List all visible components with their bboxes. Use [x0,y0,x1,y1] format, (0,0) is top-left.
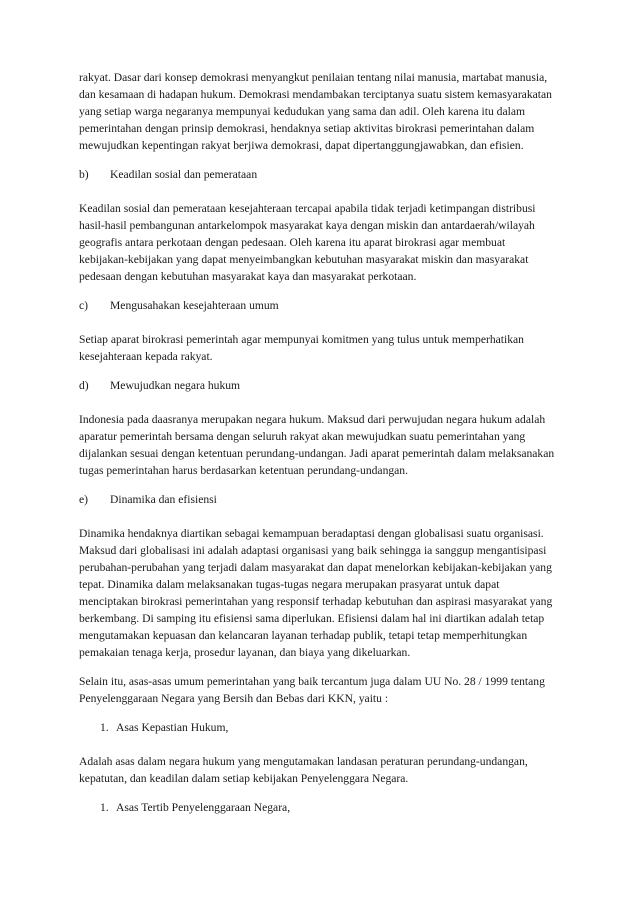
paragraph-negara-hukum: Indonesia pada daasranya merupakan negara hukum. Maksud dari perwujudan negara hukum adalah aparatur pemerintah bersama dengan seluruh rakyat akan mewujudkan suatu pemerintahan yang dijalankan sesuai dengan ketentuan perundang-undangan. Jadi aparat pemerintah dalam melaksanakan tugas pemerintahan harus berdasarkan ketentuan perundang-undangan. [79,413,555,477]
heading-c-text: Mengusahakan kesejahteraan umum [110,299,279,312]
numbered-item-marker: 1. [100,721,109,734]
paragraph-keadilan-sosial: Keadilan sosial dan pemerataan kesejahteraan tercapai apabila tidak terjadi ketimpangan distribusi hasil-hasil pembangunan antarkelompok masyarakat kaya dengan miskin dan antardaerah/wilayah geografis antara perkotaan dengan pedesaan. Oleh karena itu aparat birokrasi agar membuat kebijakan-kebijakan yang dapat menyeimbangkan kebutuhan masyarakat miskin dan masyarakat pedesaan dengan kebutuhan masyarakat kaya dan masyarakat perkotaan. [79,202,536,283]
heading-b [79,166,556,183]
numbered-item-kepastian-hukum [100,719,556,736]
heading-d-text: Mewujudkan negara hukum [110,379,241,392]
numbered-item-text: Asas Kepastian Hukum, [116,721,229,734]
paragraph-kesejahteraan: Setiap aparat birokrasi pemerintah agar mempunyai komitmen yang tulus untuk memperhatikan kesejahteraan kepada rakyat. [79,333,524,363]
numbered-item-tertib-penyelenggaraan [100,799,556,816]
numbered-item-marker: 1. [100,801,109,814]
numbered-item-text: Asas Tertib Penyelenggaraan Negara, [116,801,291,814]
heading-d-marker: d) [79,379,89,392]
paragraph-dinamika: Dinamika hendaknya diartikan sebagai kemampuan beradaptasi dengan globalisasi suatu organisasi. Maksud dari globalisasi ini adalah adaptasi organisasi yang baik sehingga ia sanggup mengantisipasi perubahan-perubahan yang terjadi dalam masyarakat dan dapat menelorkan kebijakan-kebijakan yang tepat. Dinamika dalam melaksanakan tugas-tugas negara merupakan prasyarat untuk dapat menciptakan birokrasi pemerintahan yang responsif terhadap kebutuhan dan aspirasi masyarakat yang berkembang. Di samping itu efisiensi sama diperlukan. Efisiensi dalam hal ini diartikan adalah tetap mengutamakan kepuasan dan kelancaran layanan terhadap publik, tetapi tetap memperhitungkan pemakaian tenaga kerja, prosedur layanan, dan biaya yang dikeluarkan. [79,527,553,659]
heading-e-text: Dinamika dan efisiensi [110,493,217,506]
heading-e-marker: e) [79,493,89,506]
heading-d [79,377,556,394]
paragraph-asas-umum: Selain itu, asas-asas umum pemerintahan yang baik tercantum juga dalam UU No. 28 / 1999 tentang Penyelenggaraan Negara yang Bersih dan Bebas dari KKN, yaitu : [79,675,545,705]
heading-c-marker: c) [79,299,89,312]
paragraph-asas-definisi: Adalah asas dalam negara hukum yang mengutamakan landasan peraturan perundang-undangan, kepatutan, dan keadilan dalam setiap kebijakan Penyelenggara Negara. [79,755,528,785]
heading-e [79,491,556,508]
heading-b-marker: b) [79,168,89,181]
heading-c [79,297,556,314]
heading-b-text: Keadilan sosial dan pemerataan [110,168,258,181]
paragraph-demokrasi: rakyat. Dasar dari konsep demokrasi menyangkut penilaian tentang nilai manusia, martabat manusia, dan kesamaan di hadapan hukum. Demokrasi mendambakan terciptanya suatu sistem kemasyarakatan yang setiap warga negaranya mempunyai kedudukan yang sama dan adil. Oleh karena itu dalam pemerintahan dengan prinsip demokrasi, hendaknya setiap aktivitas birokrasi pemerintahan dalam mewujudkan kepentingan rakyat berjiwa demokrasi, dapat dipertanggungjawabkan, dan efisien. [79,71,552,152]
